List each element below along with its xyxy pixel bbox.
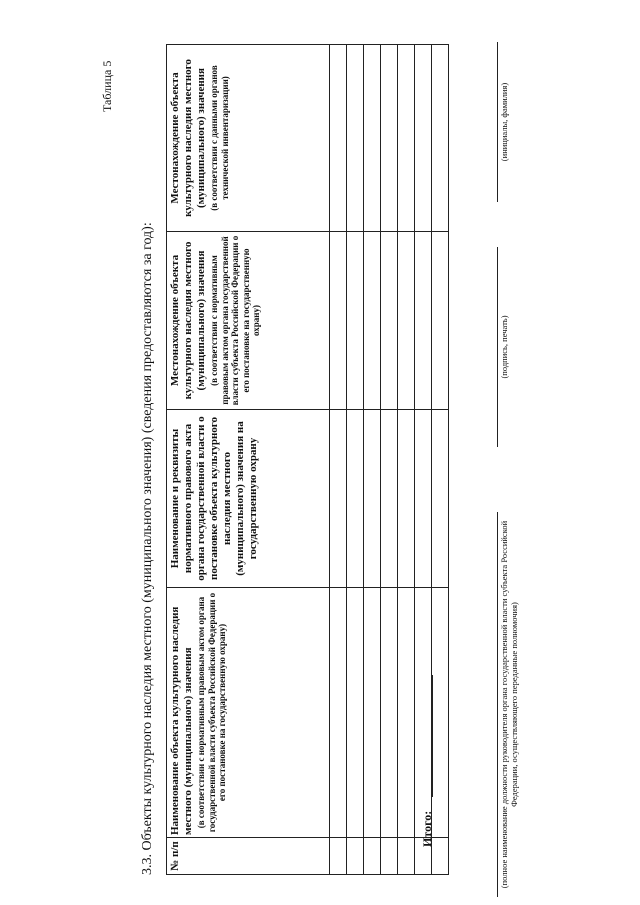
cultural-heritage-table — [166, 44, 449, 875]
table-cell — [381, 410, 398, 588]
table-cell — [415, 588, 432, 838]
table-cell — [330, 45, 347, 232]
position-signature-line — [497, 512, 498, 897]
table-cell — [398, 588, 415, 838]
table-cell — [432, 232, 449, 410]
table-cell — [347, 232, 364, 410]
table-cell — [347, 45, 364, 232]
table-row — [381, 45, 398, 875]
col-header-legal-act: Наименование и реквизиты нормативного правового акта органа государственной власти о постановке объекта культурного наследия местного (муниципального) значения на государственную охрану — [167, 410, 330, 588]
table-row — [432, 45, 449, 875]
sign-caption: (подпись, печать) — [499, 315, 509, 379]
table-cell — [381, 45, 398, 232]
table-cell — [330, 838, 347, 875]
position-caption: (полное наименование должности руководителя органа государственной власти субъекта Российской Федерации, осуществляющего переданные полномочия) — [499, 520, 520, 889]
col-header-location-legal: Местонахождение объекта культурного наследия местного (муниципального) значения (в соответствии с нормативным правовым актом органа государственной власти субъекта Российской Федерации о его постановке на государственную охрану) — [167, 232, 330, 410]
table-cell — [432, 410, 449, 588]
table-cell — [415, 232, 432, 410]
table-cell — [398, 232, 415, 410]
table-cell — [330, 588, 347, 838]
table-cell — [381, 588, 398, 838]
table-row — [364, 45, 381, 875]
table-cell — [347, 838, 364, 875]
name-signature-line — [497, 42, 498, 202]
name-caption: (инициалы, фамилия) — [499, 82, 509, 162]
table-cell — [364, 838, 381, 875]
total-underline — [432, 675, 433, 797]
table-cell — [432, 45, 449, 232]
table-body — [330, 45, 449, 875]
table-cell — [347, 410, 364, 588]
col-header-number: № п/п — [167, 838, 330, 875]
table-cell — [330, 410, 347, 588]
table-cell — [364, 232, 381, 410]
table-label: Таблица 5 — [100, 60, 114, 112]
table-cell — [398, 410, 415, 588]
col-header-location-inventory: Местонахождение объекта культурного наследия местного (муниципального) значения (в соответствии с данными органов технической инвентаризации) — [167, 45, 330, 232]
table-cell — [330, 232, 347, 410]
table-cell — [415, 410, 432, 588]
table-cell — [364, 588, 381, 838]
col-header-object-name: Наименование объекта культурного наследия местного (муниципального) значения (в соответствии с нормативным правовым актом органа государственной власти субъекта Российской Федерации о его постановке на государственную охрану) — [167, 588, 330, 838]
table-cell — [364, 410, 381, 588]
table-cell — [415, 45, 432, 232]
total-label: Итого: — [420, 810, 434, 847]
section-title: 3.3. Объекты культурного наследия местного (муниципального значения) (сведения предоставляются за год): — [140, 222, 155, 875]
table-cell — [398, 838, 415, 875]
table-cell — [398, 45, 415, 232]
table-row — [330, 45, 347, 875]
table-cell — [347, 588, 364, 838]
table-cell — [364, 45, 381, 232]
sign-signature-line — [497, 247, 498, 447]
table-row — [398, 45, 415, 875]
table-cell — [381, 232, 398, 410]
table-cell — [432, 588, 449, 838]
table-row — [415, 45, 432, 875]
table-row — [347, 45, 364, 875]
table-cell — [381, 838, 398, 875]
table-header-row — [167, 45, 330, 875]
